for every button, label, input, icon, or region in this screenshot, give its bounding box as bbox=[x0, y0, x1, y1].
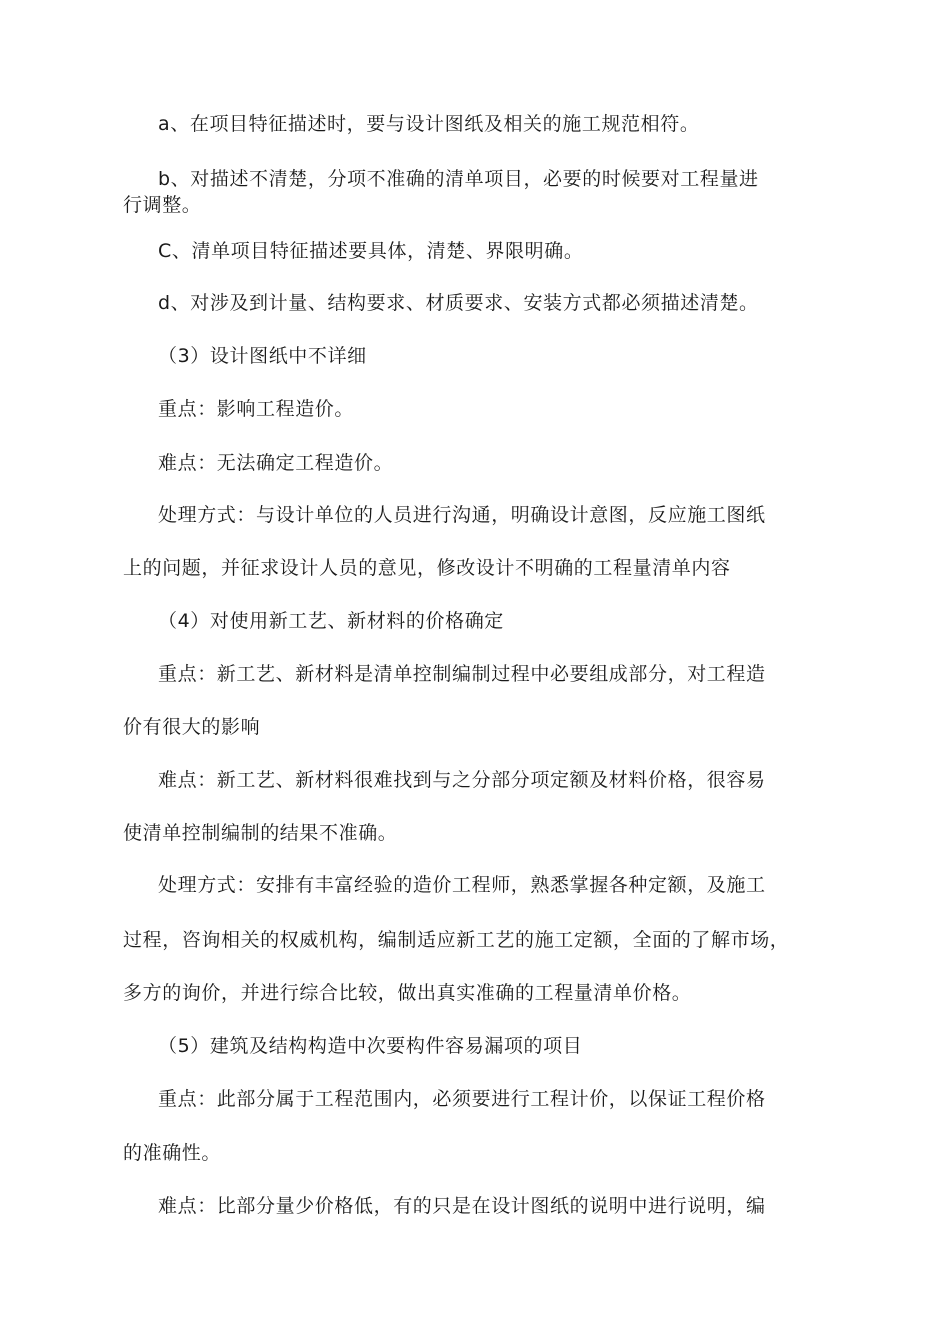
paragraph-line: d、对涉及到计量、结构要求、材质要求、安装方式都必须描述清楚。 bbox=[158, 292, 759, 314]
paragraph-line: 难点：新工艺、新材料很难找到与之分部分项定额及材料价格，很容易 bbox=[158, 769, 766, 791]
paragraph-line: 重点：新工艺、新材料是清单控制编制过程中必要组成部分，对工程造 bbox=[158, 663, 766, 685]
paragraph-line: 重点：影响工程造价。 bbox=[158, 398, 355, 420]
paragraph-line: a、在项目特征描述时，要与设计图纸及相关的施工规范相符。 bbox=[158, 113, 700, 135]
paragraph-line: 处理方式：与设计单位的人员进行沟通，明确设计意图，反应施工图纸 bbox=[158, 504, 766, 526]
section-heading: （4）对使用新工艺、新材料的价格确定 bbox=[158, 610, 504, 632]
paragraph-line: 过程，咨询相关的权威机构，编制适应新工艺的施工定额，全面的了解市场， bbox=[123, 929, 790, 951]
paragraph-line: C、清单项目特征描述要具体，清楚、界限明确。 bbox=[158, 240, 584, 262]
paragraph-line: 难点：比部分量少价格低，有的只是在设计图纸的说明中进行说明，编 bbox=[158, 1195, 766, 1217]
paragraph-line: 难点：无法确定工程造价。 bbox=[158, 452, 394, 474]
paragraph-line: 使清单控制编制的结果不准确。 bbox=[123, 822, 398, 844]
section-heading: （5）建筑及结构构造中次要构件容易漏项的项目 bbox=[158, 1035, 583, 1057]
section-heading: （3）设计图纸中不详细 bbox=[158, 345, 367, 367]
paragraph-line: 价有很大的影响 bbox=[123, 716, 261, 738]
paragraph-line: 处理方式：安排有丰富经验的造价工程师，熟悉掌握各种定额，及施工 bbox=[158, 874, 766, 896]
paragraph-line: 多方的询价，并进行综合比较，做出真实准确的工程量清单价格。 bbox=[123, 982, 692, 1004]
paragraph-line: 行调整。 bbox=[123, 194, 202, 216]
paragraph-line: 上的问题，并征求设计人员的意见，修改设计不明确的工程量清单内容 bbox=[123, 557, 731, 579]
paragraph-line: b、对描述不清楚，分项不准确的清单项目，必要的时候要对工程量进 bbox=[158, 168, 759, 190]
paragraph-line: 的准确性。 bbox=[123, 1142, 222, 1164]
paragraph-line: 重点：此部分属于工程范围内，必须要进行工程计价，以保证工程价格 bbox=[158, 1088, 766, 1110]
